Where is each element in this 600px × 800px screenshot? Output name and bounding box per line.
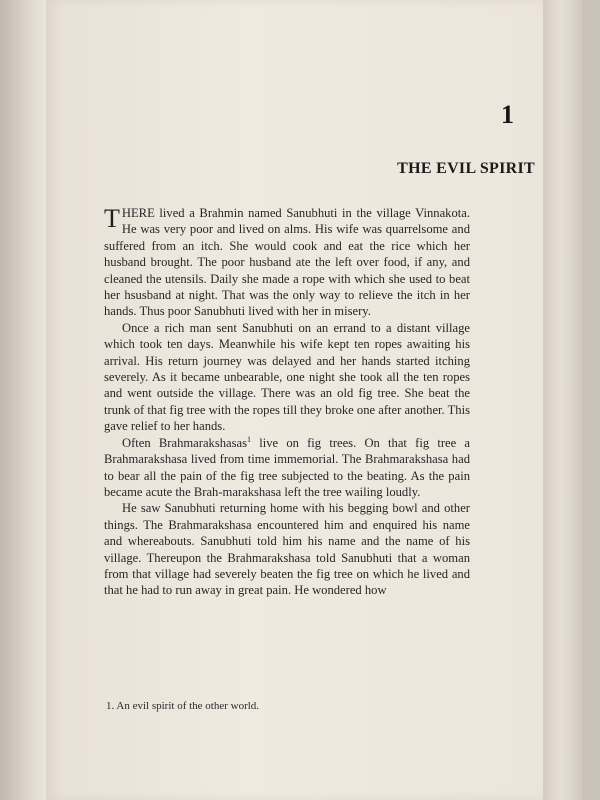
paragraph-1-text: HERE lived a Brahmin named Sanubhuti in the village Vinnakota. He was very poor and lived on alms. His wife was quarrelsome and suffered from an itch. She would cook and eat the rice which her husband brought. The poor husband ate the left over food, if any, and cleaned the utensils. Daily she made a rope with which she used to beat her hsusband at night. That was the only way to relieve the itch in her hands. Thus poor Sanubhuti lived with her in misery.: [104, 206, 470, 319]
paragraph-3: [104, 435, 470, 501]
body-text: [104, 205, 470, 599]
chapter-number: 1: [501, 100, 514, 129]
background-surface: [583, 0, 600, 800]
chapter-title: THE EVIL SPIRIT: [397, 160, 535, 177]
facing-page-edge: [0, 0, 46, 800]
paragraph-3-text-end: live on fig trees. On that fig tree a Brahmarakshasa lived from time immemorial. The Brahmarakshasa had to bear all the pain of the fig tree subjected to the beating. As the pain became acute the Brah-marakshasa left the tree wailing loudly.: [104, 435, 471, 499]
book-spine: [543, 0, 583, 800]
paragraph-2: Once a rich man sent Sanubhuti on an errand to a distant village which took ten days. Meanwhile his wife kept ten ropes awaiting his arrival. His return journey was delayed and her hands started itching severely. As it became unbearable, one night she took all the ten ropes and went outside the village. There was an old fig tree. She beat the trunk of that fig tree with the ropes till they broke one after another. This gave relief to her hands.: [104, 320, 470, 434]
paragraph-3-text-start: Often Brahmarakshasas: [122, 435, 248, 450]
footnote-marker: 1: [247, 434, 252, 444]
paragraph-1: [104, 205, 470, 320]
paragraph-4: He saw Sanubhuti returning home with his begging bowl and other things. The Brahmarakshasa encountered him and enquired his name and whereabouts. Sanubhuti told him his name and the name of his village. Thereupon the Brahmarakshasa told Sanubhuti that a woman from that village had severely beaten the fig tree on which he lived and that he had to run away in great pain. He wondered how: [104, 501, 470, 598]
footnote: 1. An evil spirit of the other world.: [106, 700, 260, 712]
drop-cap: T: [104, 204, 120, 233]
